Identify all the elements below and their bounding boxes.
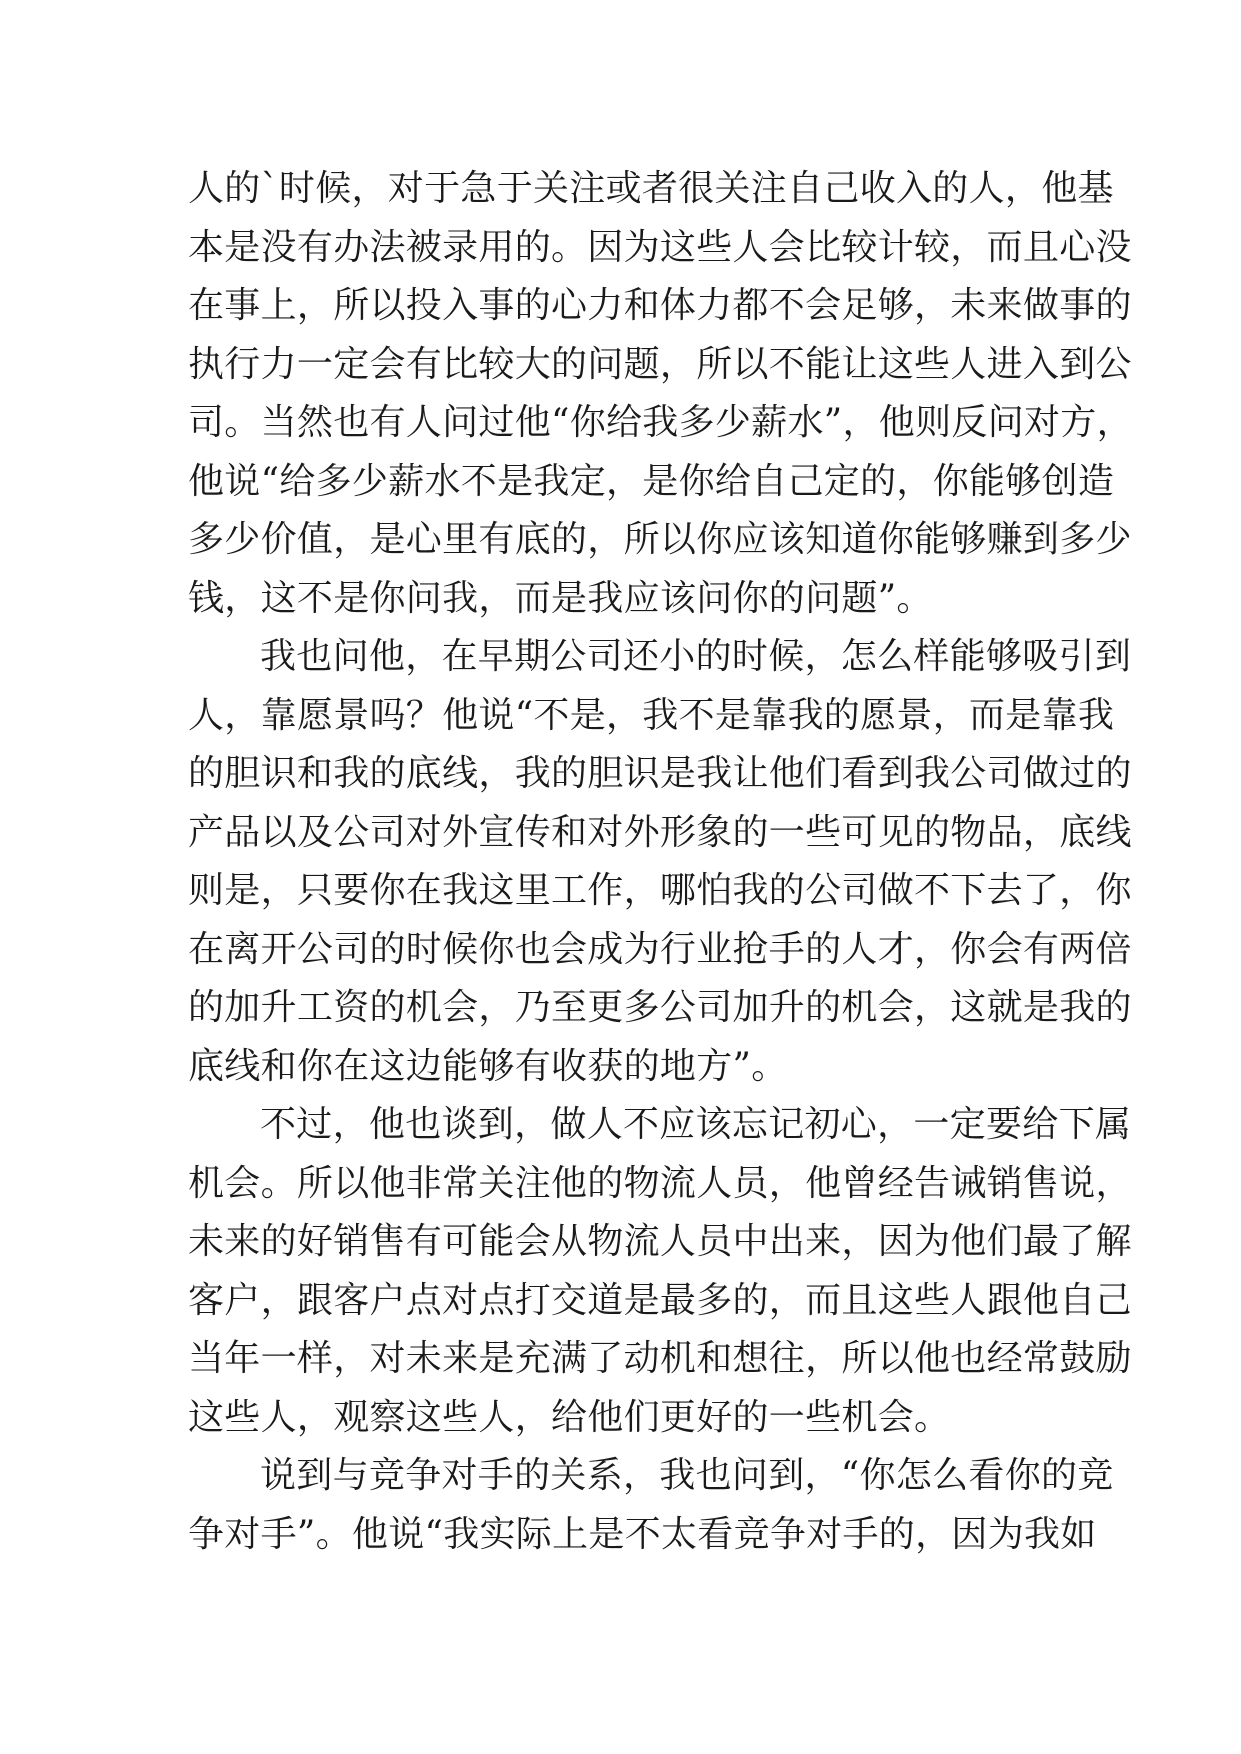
text-line: 未来的好销售有可能会从物流人员中出来，因为他们最了解 [188, 1221, 1132, 1262]
text-line: 的胆识和我的底线，我的胆识是我让他们看到我公司做过的 [188, 753, 1132, 794]
text-line: 人，靠愿景吗？他说“不是，我不是靠我的愿景，而是靠我 [188, 694, 1115, 736]
text-line: 司。当然也有人问过他“你给我多少薪水”，他则反问对方， [188, 402, 1133, 443]
text-line: 他说“给多少薪水不是我定，是你给自己定的，你能够创造 [188, 460, 1115, 502]
text-line: 则是，只要你在我这里工作，哪怕我的公司做不下去了，你 [188, 870, 1132, 911]
paragraph-first-line: 说到与竞争对手的关系，我也问到，“你怎么看你的竞 [260, 1455, 1114, 1496]
body-text [188, 160, 1133, 1564]
text-line: 在事上，所以投入事的心力和体力都不会足够，未来做事的 [188, 285, 1132, 326]
text-line: 机会。所以他非常关注他的物流人员，他曾经告诫销售说， [188, 1162, 1132, 1204]
paragraph-first-line: 不过，他也谈到，做人不应该忘记初心，一定要给下属 [260, 1104, 1132, 1145]
text-line: 钱，这不是你问我，而是我应该问你的问题”。 [188, 577, 933, 619]
text-line: 底线和你在这边能够有收获的地方”。 [188, 1045, 788, 1087]
text-line: 当年一样，对未来是充满了动机和想往，所以他也经常鼓励 [188, 1338, 1132, 1379]
text-line: 多少价值，是心里有底的，所以你应该知道你能够赚到多少 [188, 519, 1132, 560]
text-line: 客户，跟客户点对点打交道是最多的，而且这些人跟他自己 [188, 1279, 1132, 1321]
paragraph-first-line: 我也问他，在早期公司还小的时候，怎么样能够吸引到 [260, 636, 1132, 677]
text-line: 这些人，观察这些人，给他们更好的一些机会。 [188, 1396, 951, 1438]
text-line: 执行力一定会有比较大的问题，所以不能让这些人进入到公 [188, 343, 1132, 385]
text-line: 在离开公司的时候你也会成为行业抢手的人才，你会有两倍 [188, 928, 1132, 970]
text-line: 人的`时候，对于急于关注或者很关注自己收入的人，他基 [188, 168, 1114, 209]
text-line: 本是没有办法被录用的。因为这些人会比较计较，而且心没 [188, 226, 1132, 268]
text-line: 的加升工资的机会，乃至更多公司加升的机会，这就是我的 [188, 987, 1132, 1028]
text-line: 争对手”。他说“我实际上是不太看竞争对手的，因为我如 [188, 1513, 1097, 1555]
text-line: 产品以及公司对外宣传和对外形象的一些可见的物品，底线 [188, 811, 1132, 853]
